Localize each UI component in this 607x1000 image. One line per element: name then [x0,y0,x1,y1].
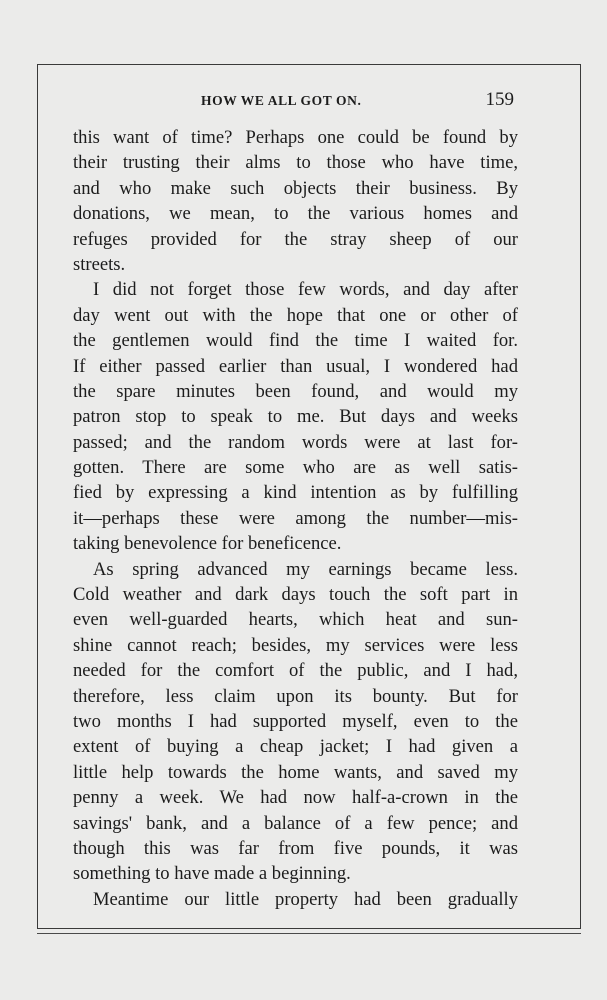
text-line: shine cannot reach; besides, my services were less [73,634,518,656]
text-line: gotten. There are some who are as well satis- [73,457,518,479]
bottom-rule [37,933,581,934]
text-line: something to have made a beginning. [73,863,351,885]
body-text [73,125,518,912]
text-line: I did not forget those few words, and day after [93,279,518,301]
text-line: little help towards the home wants, and saved my [73,761,518,783]
text-line: needed for the comfort of the public, and I had, [73,660,518,682]
text-line: refuges provided for the stray sheep of our [73,228,518,250]
text-line: streets. [73,253,126,275]
text-line: If either passed earlier than usual, I wondered had [73,355,518,377]
running-title: HOW WE ALL GOT ON. [201,93,362,108]
text-line: donations, we mean, to the various homes and [73,203,518,225]
text-line: the gentlemen would find the time I waited for. [73,330,518,352]
text-line: this want of time? Perhaps one could be found by [73,127,518,148]
text-line: even well-guarded hearts, which heat and sun- [73,609,518,631]
text-line: day went out with the hope that one or other of [73,304,518,326]
text-line: patron stop to speak to me. But days and weeks [73,406,518,428]
text-line: taking benevolence for beneficence. [73,533,342,555]
text-line: passed; and the random words were at last for- [73,431,518,453]
running-head [38,89,580,115]
text-line: two months I had supported myself, even to the [73,710,518,732]
page-number: 159 [485,89,514,110]
page-frame [37,64,581,929]
text-line: extent of buying a cheap jacket; I had given a [73,736,518,758]
text-line: savings' bank, and a balance of a few pence; and [73,812,518,834]
text-line: and who make such objects their business. By [73,177,518,199]
text-line: penny a week. We had now half-a-crown in the [73,787,518,809]
text-line: the spare minutes been found, and would my [73,380,518,402]
text-line: Meantime our little property had been gradually [93,888,518,910]
text-line: though this was far from five pounds, it was [73,837,518,859]
text-line: fied by expressing a kind intention as by fulfilling [73,482,518,504]
text-line: As spring advanced my earnings became less. [93,558,518,580]
text-line: their trusting their alms to those who have time, [73,152,518,174]
text-line: therefore, less claim upon its bounty. But for [73,685,518,707]
text-line: it—perhaps these were among the number—mis- [73,507,518,529]
text-line: Cold weather and dark days touch the soft part in [73,584,518,606]
